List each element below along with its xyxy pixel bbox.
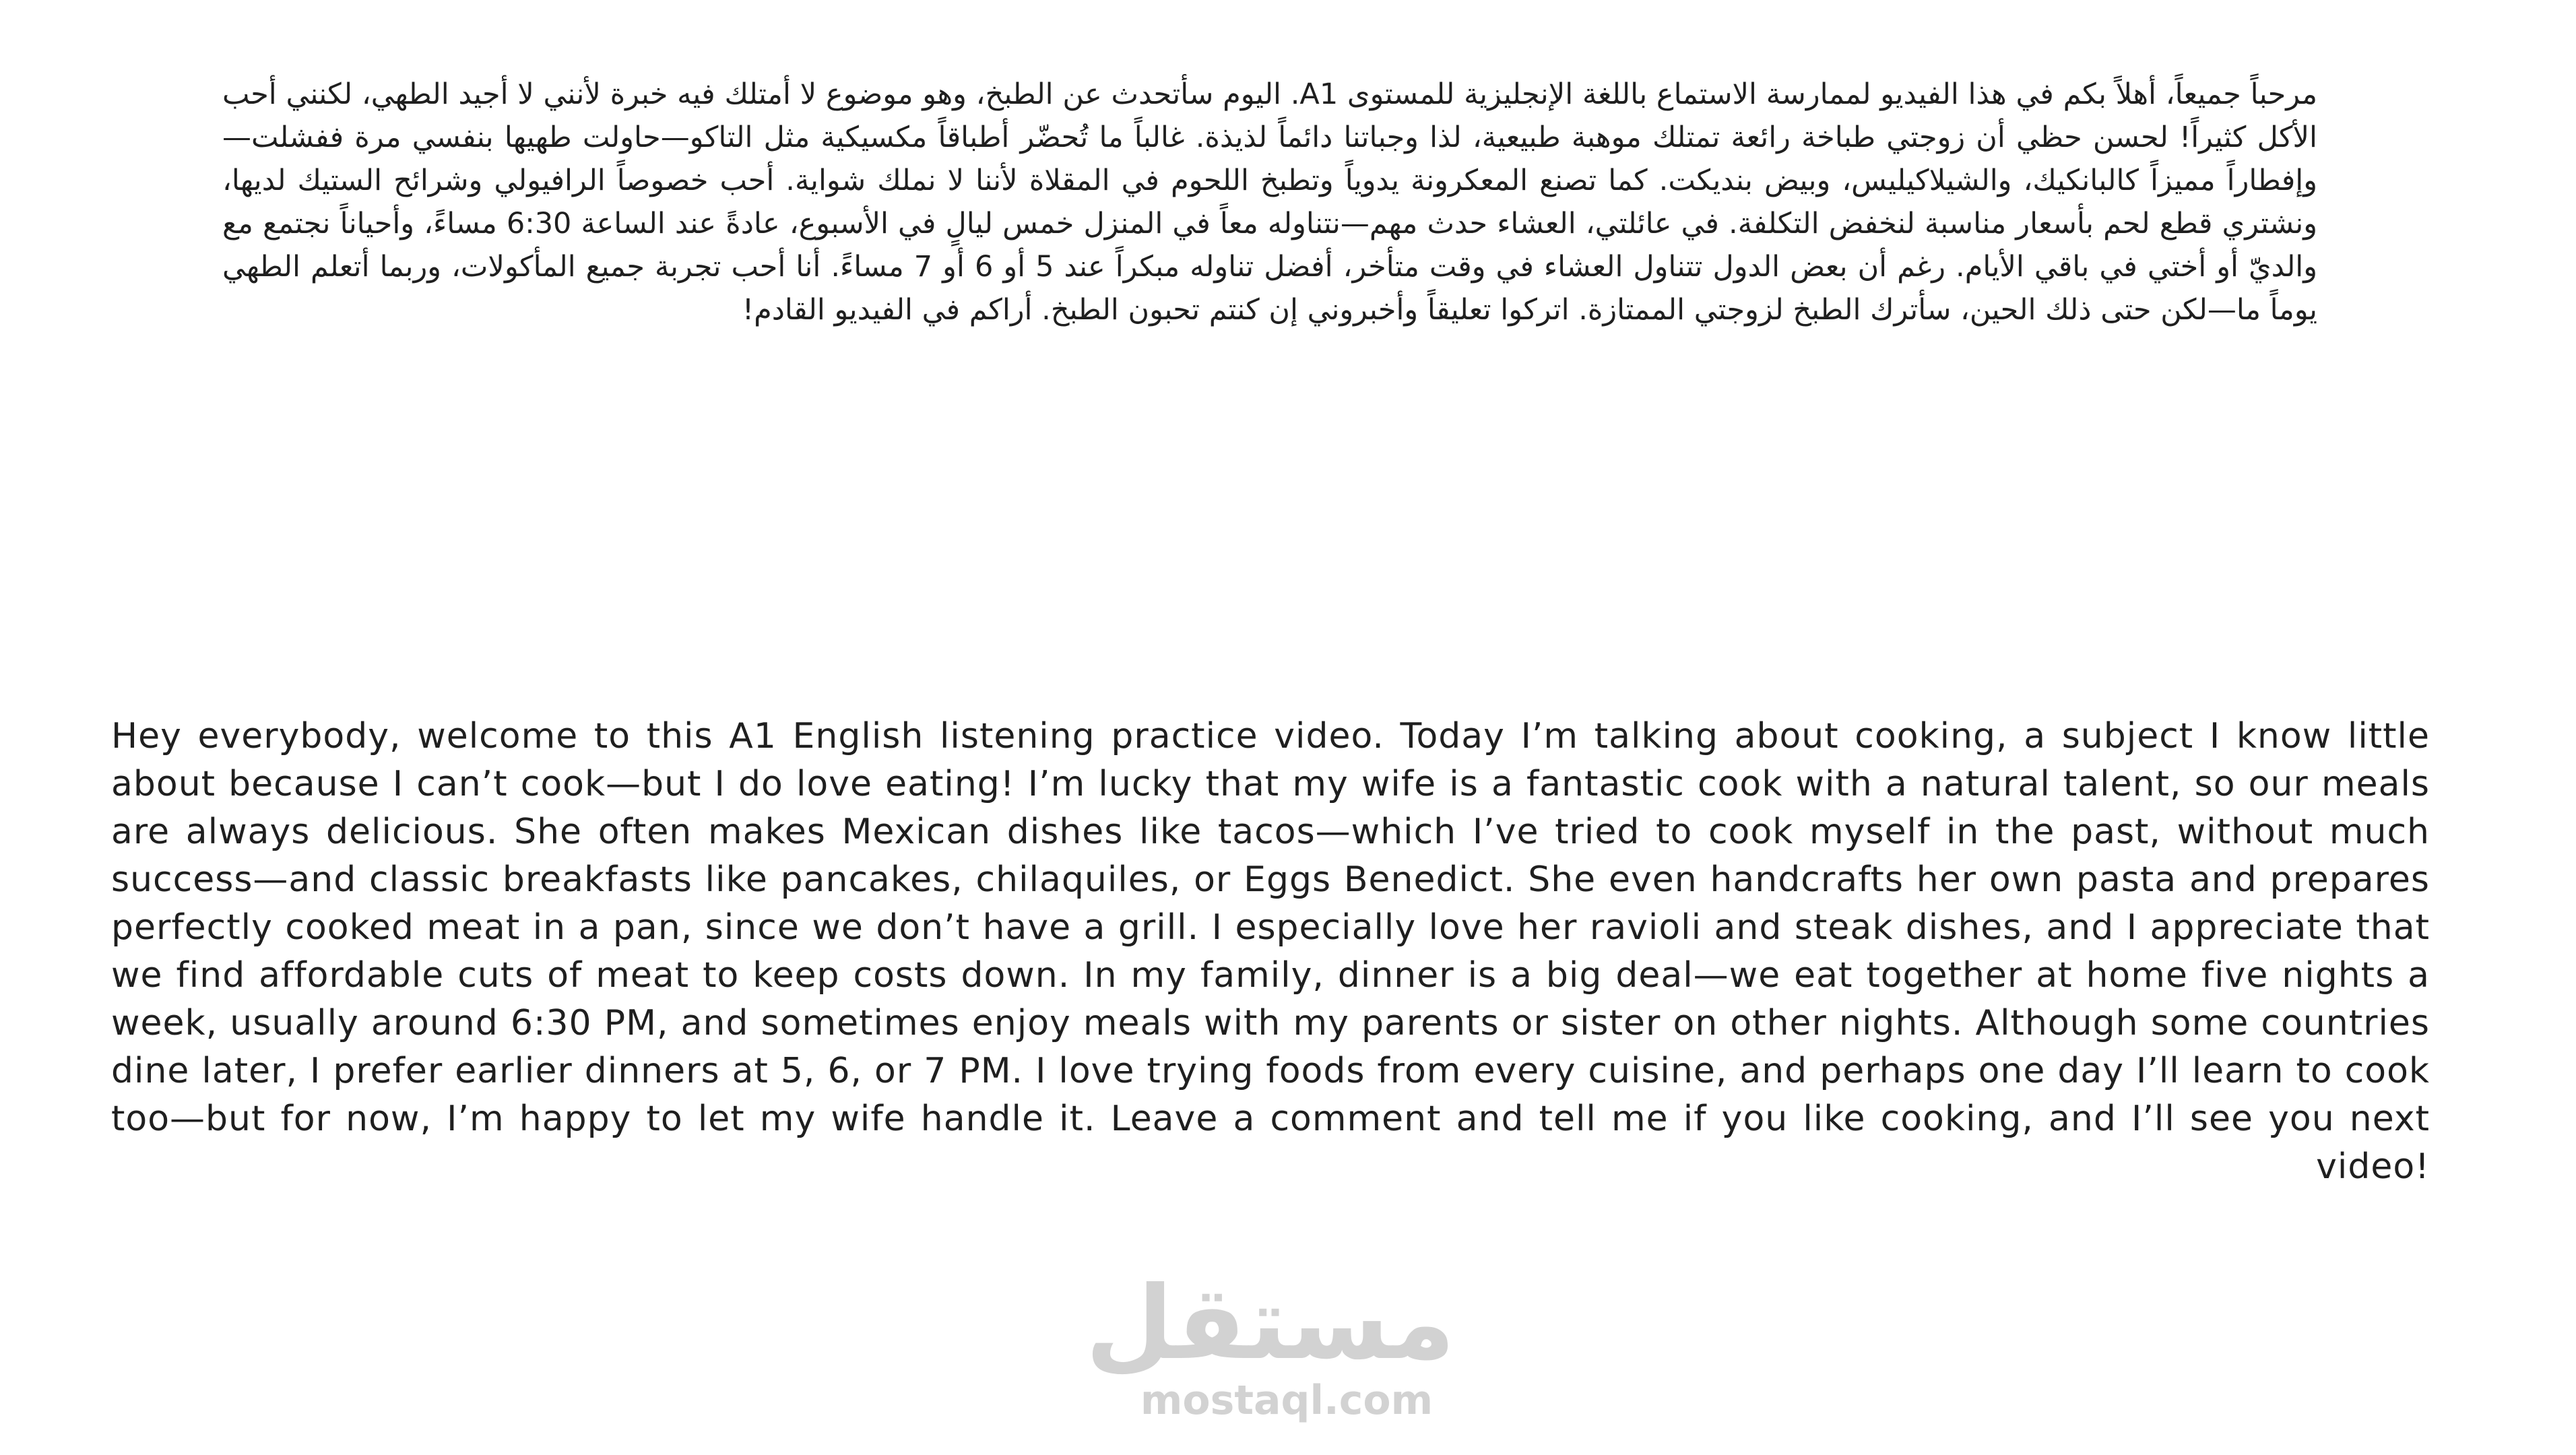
watermark-domain-text: mostaql.com bbox=[1140, 1377, 1434, 1424]
english-transcript-paragraph: Hey everybody, welcome to this A1 English listening practice video. Today I’m talking about cooking, a subject I know little about because I can’t cook—but I do love eating! I’m lucky that my wife is a fantastic cook with a natural talent, so our meals are always delicious. She often makes Mexican dishes like tacos—which I’ve tried to cook myself in the past, without much success—and classic breakfasts like pancakes, chilaquiles, or Eggs Benedict. She even handcrafts her own pasta and prepares perfectly cooked meat in a pan, since we don’t have a grill. I especially love her ravioli and steak dishes, and I appreciate that we find affordable cuts of meat to keep costs down. In my family, dinner is a big deal—we eat together at home five nights a week, usually around 6:30 PM, and sometimes enjoy meals with my parents or sister on other nights. Although some countries dine later, I prefer earlier dinners at 5, 6, or 7 PM. I love trying foods from every cuisine, and perhaps one day I’ll learn to cook too—but for now, I’m happy to let my wife handle it. Leave a comment and tell me if you like cooking, and I’ll see you next video! bbox=[111, 716, 2430, 1187]
watermark-arabic-text: مستقل bbox=[1085, 1265, 1455, 1382]
mostaql-watermark-logo bbox=[1085, 1265, 1455, 1424]
arabic-translation-paragraph: مرحباً جميعاً، أهلاً بكم في هذا الفيديو لممارسة الاستماع باللغة الإنجليزية للمستوى A1. اليوم سأتحدث عن الطبخ، وهو موضوع لا أمتلك فيه خبرة لأنني لا أجيد الطهي، لكنني أحب الأكل كثيراً! لحسن حظي أن زوجتي طباخة رائعة تمتلك موهبة طبيعية، لذا وجباتنا دائماً لذيذة. غالباً ما تُحضّر أطباقاً مكسيكية مثل التاكو—حاولت طهيها بنفسي مرة ففشلت—وإفطاراً مميزاً كالبانكيك، والشيلاكيليس، وبيض بنديكت. كما تصنع المعكرونة يدوياً وتطبخ اللحوم في المقلاة لأننا لا نملك شواية. أحب خصوصاً الرافيولي وشرائح الستيك لديها، ونشتري قطع لحم بأسعار مناسبة لنخفض التكلفة. في عائلتي، العشاء حدث مهم—نتناوله معاً في المنزل خمس ليالٍ في الأسبوع، عادةً عند الساعة 6:30 مساءً، وأحياناً نجتمع مع والديّ أو أختي في باقي الأيام. رغم أن بعض الدول تتناول العشاء في وقت متأخر، أفضل تناوله مبكراً عند 5 أو 6 أو 7 مساءً. أنا أحب تجربة جميع المأكولات، وربما أتعلم الطهي يوماً ما—لكن حتى ذلك الحين، سأترك الطبخ لزوجتي الممتازة. اتركوا تعليقاً وأخبروني إن كنتم تحبون الطبخ. أراكم في الفيديو القادم! bbox=[222, 77, 2318, 327]
